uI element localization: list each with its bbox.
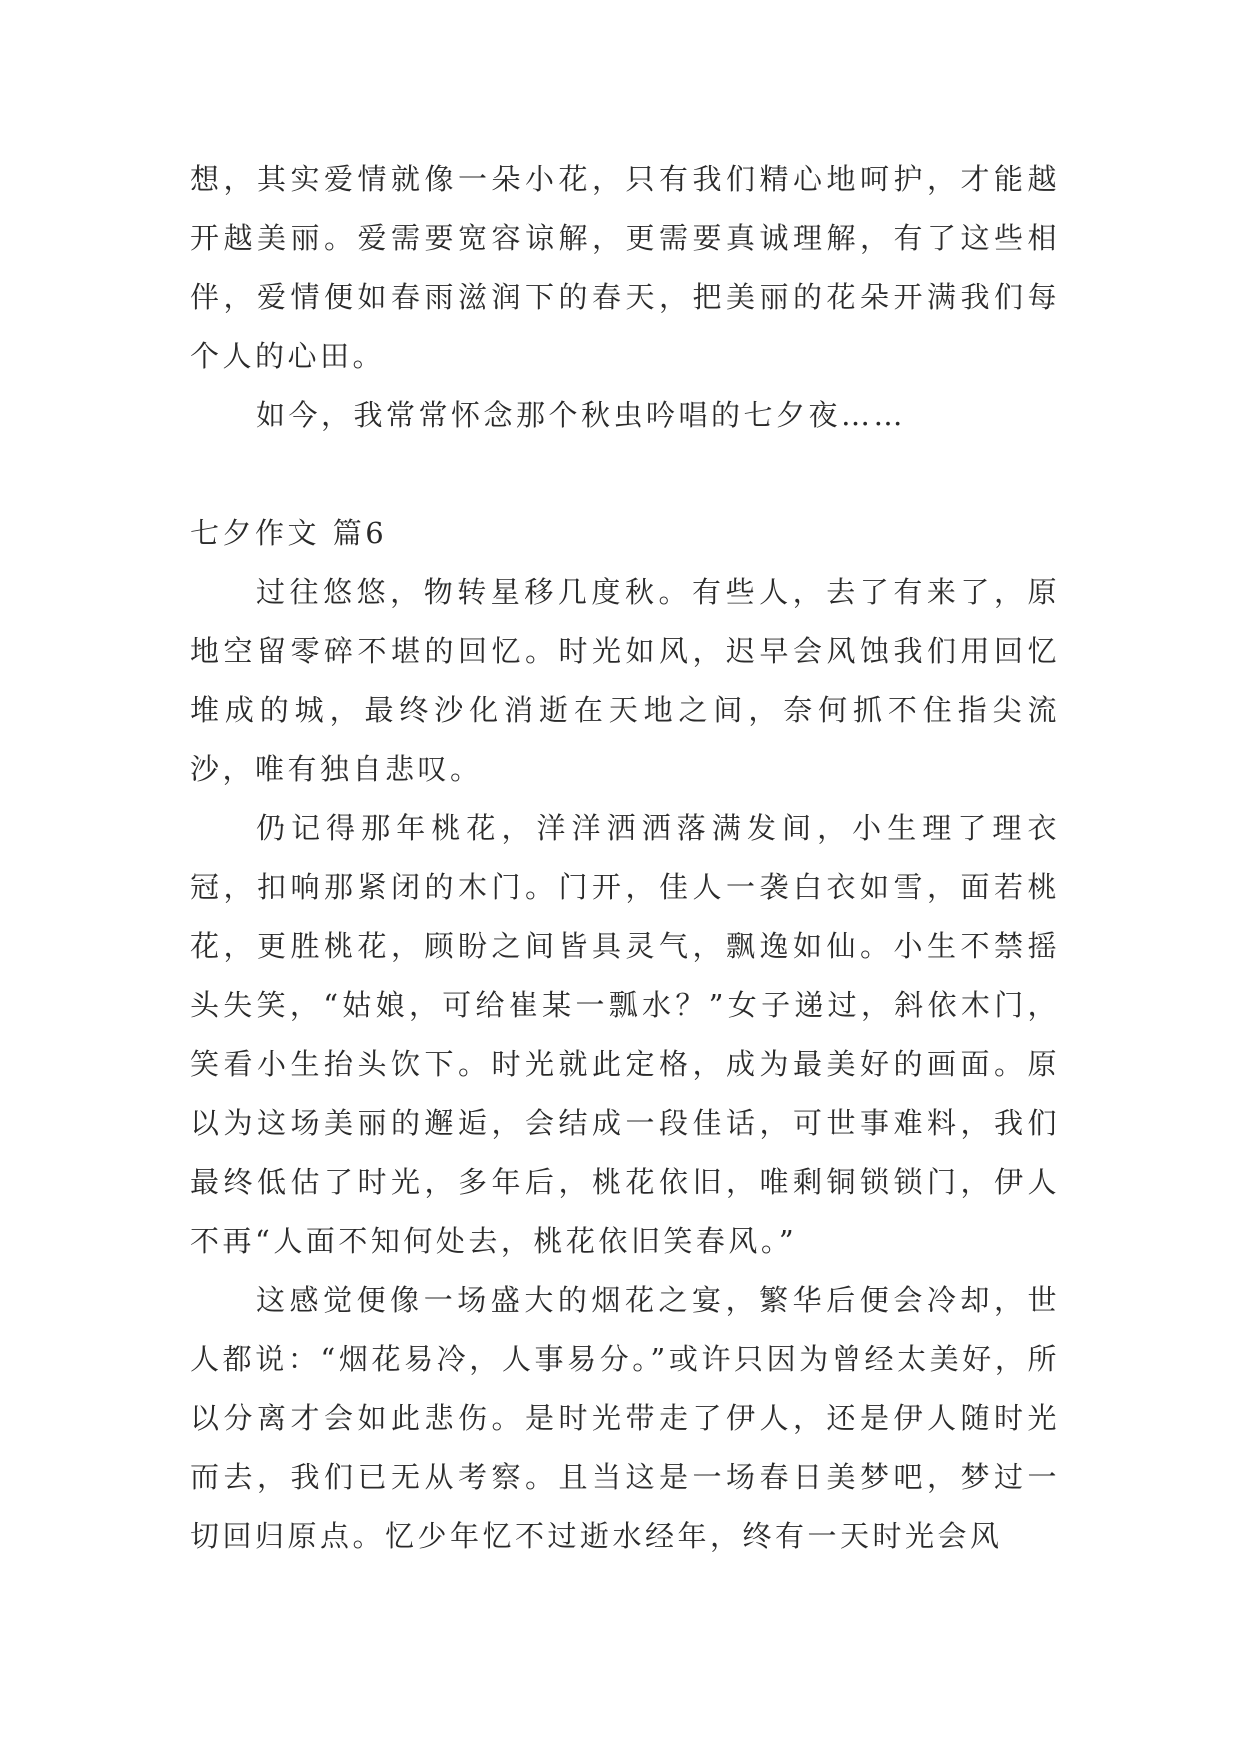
intro-paragraph: 想，其实爱情就像一朵小花，只有我们精心地呵护，才能越开越美丽。爱需要宽容谅解，更需要真诚理解，有了这些相伴，爱情便如春雨滋润下的春天，把美丽的花朵开满我们每个人的心田。 bbox=[190, 162, 1060, 373]
body-paragraph-3: 这感觉便像一场盛大的烟花之宴，繁华后便会冷却，世人都说：“烟花易冷，人事易分。”或许只因为曾经太美好，所以分离才会如此悲伤。是时光带走了伊人，还是伊人随时光而去，我们已无从考察。且当这是一场春日美梦吧，梦过一切回归原点。忆少年忆不过逝水经年，终有一天时光会风 bbox=[190, 1283, 1060, 1553]
body-paragraph-1: 过往悠悠，物转星移几度秋。有些人，去了有来了，原地空留零碎不堪的回忆。时光如风，迟早会风蚀我们用回忆堆成的城，最终沙化消逝在天地之间，奈何抓不住指尖流沙，唯有独自悲叹。 bbox=[190, 575, 1060, 786]
intro-closing-paragraph: 如今，我常常怀念那个秋虫吟唱的七夕夜…… bbox=[256, 398, 907, 432]
document-body bbox=[190, 150, 1060, 1566]
body-paragraph-2: 仍记得那年桃花，洋洋洒洒落满发间，小生理了理衣冠，扣响那紧闭的木门。门开，佳人一袭白衣如雪，面若桃花，更胜桃花，顾盼之间皆具灵气，飘逸如仙。小生不禁摇头失笑，“姑娘，可给崔某一瓢水？”女子递过，斜依木门，笑看小生抬头饮下。时光就此定格，成为最美好的画面。原以为这场美丽的邂逅，会结成一段佳话，可世事难料，我们最终低估了时光，多年后，桃花依旧，唯剩铜锁锁门，伊人不再“人面不知何处去，桃花依旧笑春风。” bbox=[190, 811, 1060, 1258]
section-title: 七夕作文 篇6 bbox=[190, 516, 388, 550]
